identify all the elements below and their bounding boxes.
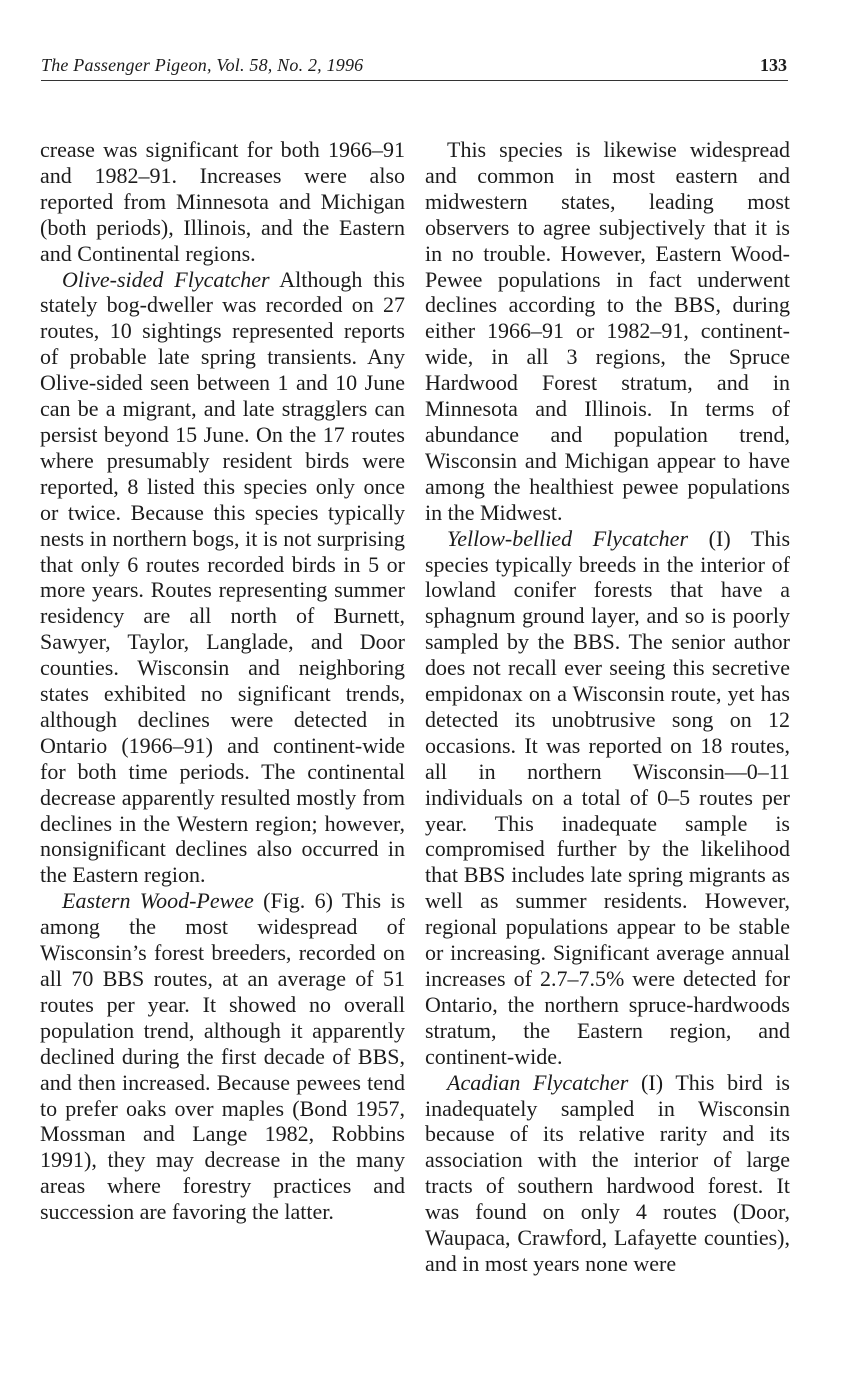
left-column	[40, 137, 405, 1225]
journal-title: The Passenger Pigeon, Vol. 58, No. 2, 1996	[41, 55, 364, 75]
paragraph-text: (Fig. 6) This is among the most widespread of Wisconsin’s forest breeders, recorded on all 70 BBS routes, at an average of 51 routes per year. It showed no overall population trend, although it apparently declined during the first decade of BBS, and then increased. Because pewees tend to prefer oaks over maples (Bond 1957, Mossman and Lange 1982, Robbins 1991), they may decrease in the many areas where forestry practices and succession are favoring the latter.	[40, 888, 406, 1225]
species-heading-eastern-wood-pewee: Eastern Wood-Pewee	[62, 888, 254, 914]
paragraph-olive-sided-flycatcher	[40, 267, 405, 889]
species-heading-olive-sided-flycatcher: Olive-sided Flycatcher	[62, 266, 270, 292]
paragraph-text: This species is likewise widespread and common in most eastern and midwestern states, leading most observers to agree subjectively that it is in no trouble. However, Eastern Wood-Pewee populations in fact underwent declines according to the BBS, during either 1966–91 or 1982–91, continent-wide, in all 3 regions, the Spruce Hardwood Forest stratum, and in Minnesota and Illinois. In terms of abundance and population trend, Wisconsin and Michigan appear to have among the healthiest pewee populations in the Midwest.	[425, 137, 790, 525]
paragraph-text: crease was significant for both 1966–91 and 1982–91. Increases were also reported from Minnesota and Michigan (both periods), Illinois, and the Eastern and Continental regions.	[40, 137, 405, 266]
paragraph-yellow-bellied-flycatcher	[425, 526, 790, 1070]
paragraph-continued	[40, 137, 405, 267]
paragraph-text: (I) This bird is inadequately sampled in Wisconsin because of its relative rarity and its association with the interior of large tracts of southern hardwood forest. It was found on only 4 routes (Door, Waupaca, Crawford, Lafayette counties), and in most years none were	[425, 1069, 790, 1276]
page-number: 133	[760, 55, 787, 75]
right-column	[425, 137, 790, 1277]
paragraph-text: Although this stately bog-dweller was recorded on 27 routes, 10 sightings represented reports of probable late spring transients. Any Olive-sided seen between 1 and 10 June can be a migrant, and late stragglers can persist beyond 15 June. On the 17 routes where presumably resident birds were reported, 8 listed this species only once or twice. Because this species typically nests in northern bogs, it is not surprising that only 6 routes recorded birds in 5 or more years. Routes representing summer residency are all north of Burnett, Sawyer, Taylor, Langlade, and Door counties. Wisconsin and neighboring states exhibited no significant trends, although declines were detected in Ontario (1966–91) and continent-wide for both time periods. The continental decrease apparently resulted mostly from declines in the Western region; however, nonsignificant declines also occurred in the Eastern region.	[40, 266, 405, 888]
paragraph-pewee-continued	[425, 137, 790, 526]
paragraph-text: (I) This species typically breeds in the interior of lowland conifer forests that have a sphagnum ground layer, and so is poorly sampled by the BBS. The senior author does not recall ever seeing this secretive empidonax on a Wisconsin route, yet has detected its unobtrusive song on 12 occasions. It was reported on 18 routes, all in northern Wisconsin—0–11 individuals on a total of 0–5 routes per year. This inadequate sample is compromised further by the likelihood that BBS includes late spring migrants as well as summer residents. However, regional populations appear to be stable or increasing. Significant average annual increases of 2.7–7.5% were detected for Ontario, the northern spruce-hardwoods stratum, the Eastern region, and continent-wide.	[425, 525, 791, 1069]
running-header	[41, 52, 788, 81]
species-heading-acadian-flycatcher: Acadian Flycatcher	[447, 1069, 629, 1095]
species-heading-yellow-bellied-flycatcher: Yellow-bellied Flycatcher	[447, 525, 689, 551]
paragraph-acadian-flycatcher	[425, 1070, 790, 1277]
paragraph-eastern-wood-pewee	[40, 888, 405, 1225]
